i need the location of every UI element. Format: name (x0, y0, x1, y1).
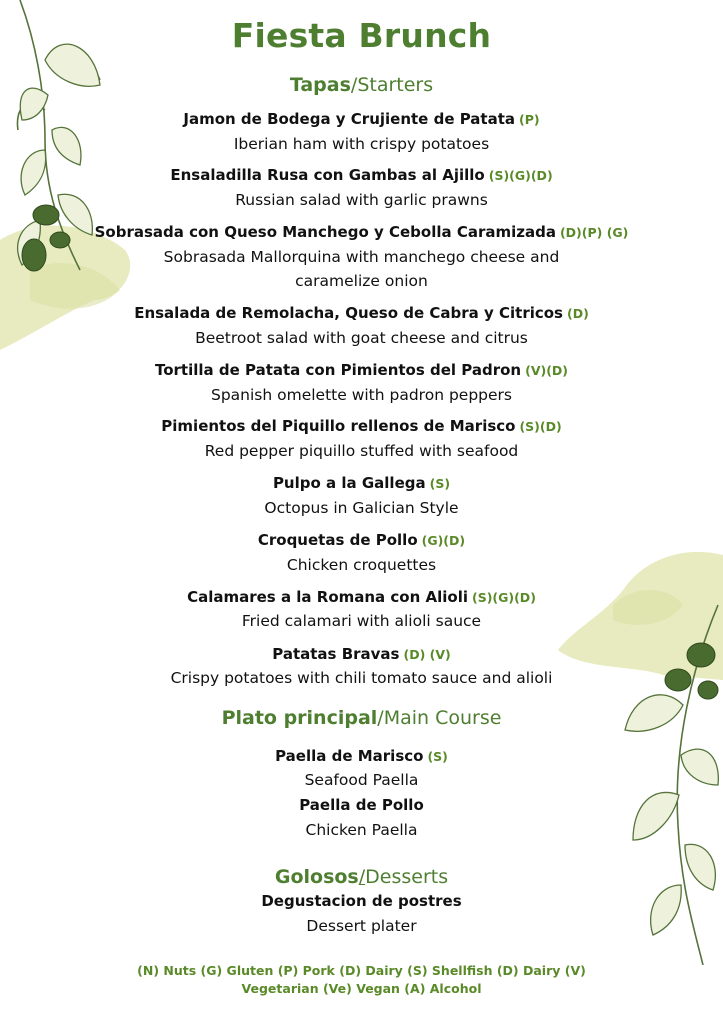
section-heading-slash: / (350, 74, 358, 96)
section-heading-secondary: Starters (357, 74, 434, 96)
allergen-legend (0, 962, 723, 998)
section-heading-primary: Plato principal (221, 707, 378, 729)
menu-item-name: Pulpo a la Gallega (S) (272, 474, 451, 492)
allergen-legend-line: Vegetarian (Ve) Vegan (A) Alcohol (241, 981, 482, 996)
allergen-tags: (S)(G)(D) (471, 590, 536, 605)
menu-item-name: Paella de Marisco (S) (275, 747, 448, 765)
allergen-tags: (S)(D) (519, 419, 562, 434)
allergen-tags: (V)(D) (525, 363, 569, 378)
section-heading-primary: Golosos (274, 866, 359, 888)
allergen-tags: (S) (427, 749, 448, 764)
menu-item-description: Fried calamari with alioli sauce (241, 612, 482, 630)
allergen-tags: (S) (429, 476, 451, 491)
menu-item-description: Iberian ham with crispy potatoes (233, 135, 490, 153)
menu-title: Fiesta Brunch (231, 16, 492, 55)
menu-item-name: Degustacion de postres (261, 892, 462, 910)
section-heading-secondary: Main Course (383, 707, 502, 729)
allergen-legend-line: (N) Nuts (G) Gluten (P) Pork (D) Dairy (S) Shellfish (D) Dairy (V) (137, 963, 586, 978)
menu-item-description: Seafood Paella (304, 771, 419, 789)
menu-item-description: Sobrasada Mallorquina with manchego cheese and (163, 248, 560, 266)
allergen-tags: (S)(G)(D) (488, 168, 553, 183)
menu-item-name: Jamon de Bodega y Crujiente de Patata (P) (183, 110, 540, 128)
menu-item-description: caramelize onion (295, 272, 428, 290)
menu-item-description: Beetroot salad with goat cheese and citrus (195, 329, 528, 347)
allergen-tags: (D) (566, 306, 589, 321)
menu-item-name: Ensalada de Remolacha, Queso de Cabra y Citricos (D) (134, 304, 589, 322)
menu-item-name: Tortilla de Patata con Pimientos del Padron (V)(D) (154, 361, 569, 379)
menu-item-description: Chicken croquettes (286, 556, 437, 574)
section-heading-primary: Tapas (289, 74, 351, 96)
menu-item-name: Calamares a la Romana con Alioli (S)(G)(D) (187, 588, 536, 606)
menu-item-description: Red pepper piquillo stuffed with seafood (204, 442, 519, 460)
allergen-tags: (P) (519, 112, 540, 127)
menu-item-name: Patatas Bravas (D) (V) (272, 645, 451, 663)
section-heading-secondary: Desserts (365, 866, 449, 888)
menu-item-description: Chicken Paella (305, 821, 418, 839)
menu-item-description: Russian salad with garlic prawns (235, 191, 488, 209)
allergen-tags: (G)(D) (421, 533, 466, 548)
allergen-tags: (D)(P) (G) (559, 225, 629, 240)
menu-item-name: Croquetas de Pollo (G)(D) (257, 531, 466, 549)
section-heading-desserts (0, 866, 723, 888)
section-heading-tapas (0, 74, 723, 96)
allergen-tags: (D) (V) (403, 647, 451, 662)
menu-item-description: Spanish omelette with padron peppers (210, 386, 512, 404)
menu-item-description: Dessert plater (306, 917, 417, 935)
menu-item-name: Paella de Pollo (299, 796, 424, 814)
menu-item-name: Sobrasada con Queso Manchego y Cebolla Caramizada (D)(P) (G) (94, 223, 629, 241)
menu-item-description: Crispy potatoes with chili tomato sauce and alioli (170, 669, 553, 687)
menu-item-name: Ensaladilla Rusa con Gambas al Ajillo (S)(G)(D) (170, 166, 553, 184)
section-heading-slash: / (358, 866, 366, 888)
menu-item-description: Octopus in Galician Style (264, 499, 459, 517)
menu-item-name: Pimientos del Piquillo rellenos de Marisco (S)(D) (161, 417, 562, 435)
section-heading-slash: / (377, 707, 384, 729)
section-heading-main (0, 707, 723, 729)
